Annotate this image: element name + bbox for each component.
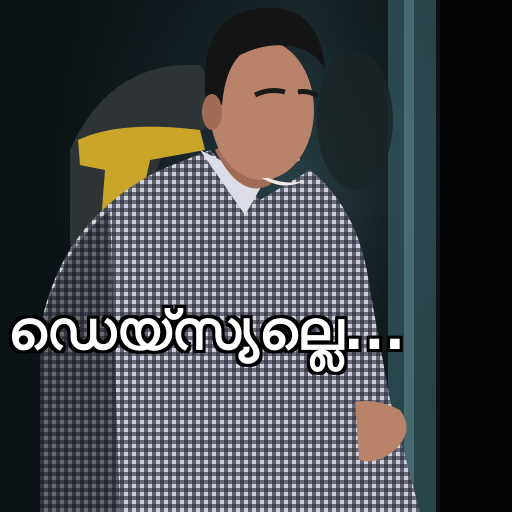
right-shadow	[440, 0, 512, 512]
meme-caption: ഡെയ്സ്യല്ലെ...	[8, 299, 406, 362]
background-person	[317, 50, 393, 190]
train-door-edge	[404, 0, 414, 512]
ear	[202, 94, 222, 130]
